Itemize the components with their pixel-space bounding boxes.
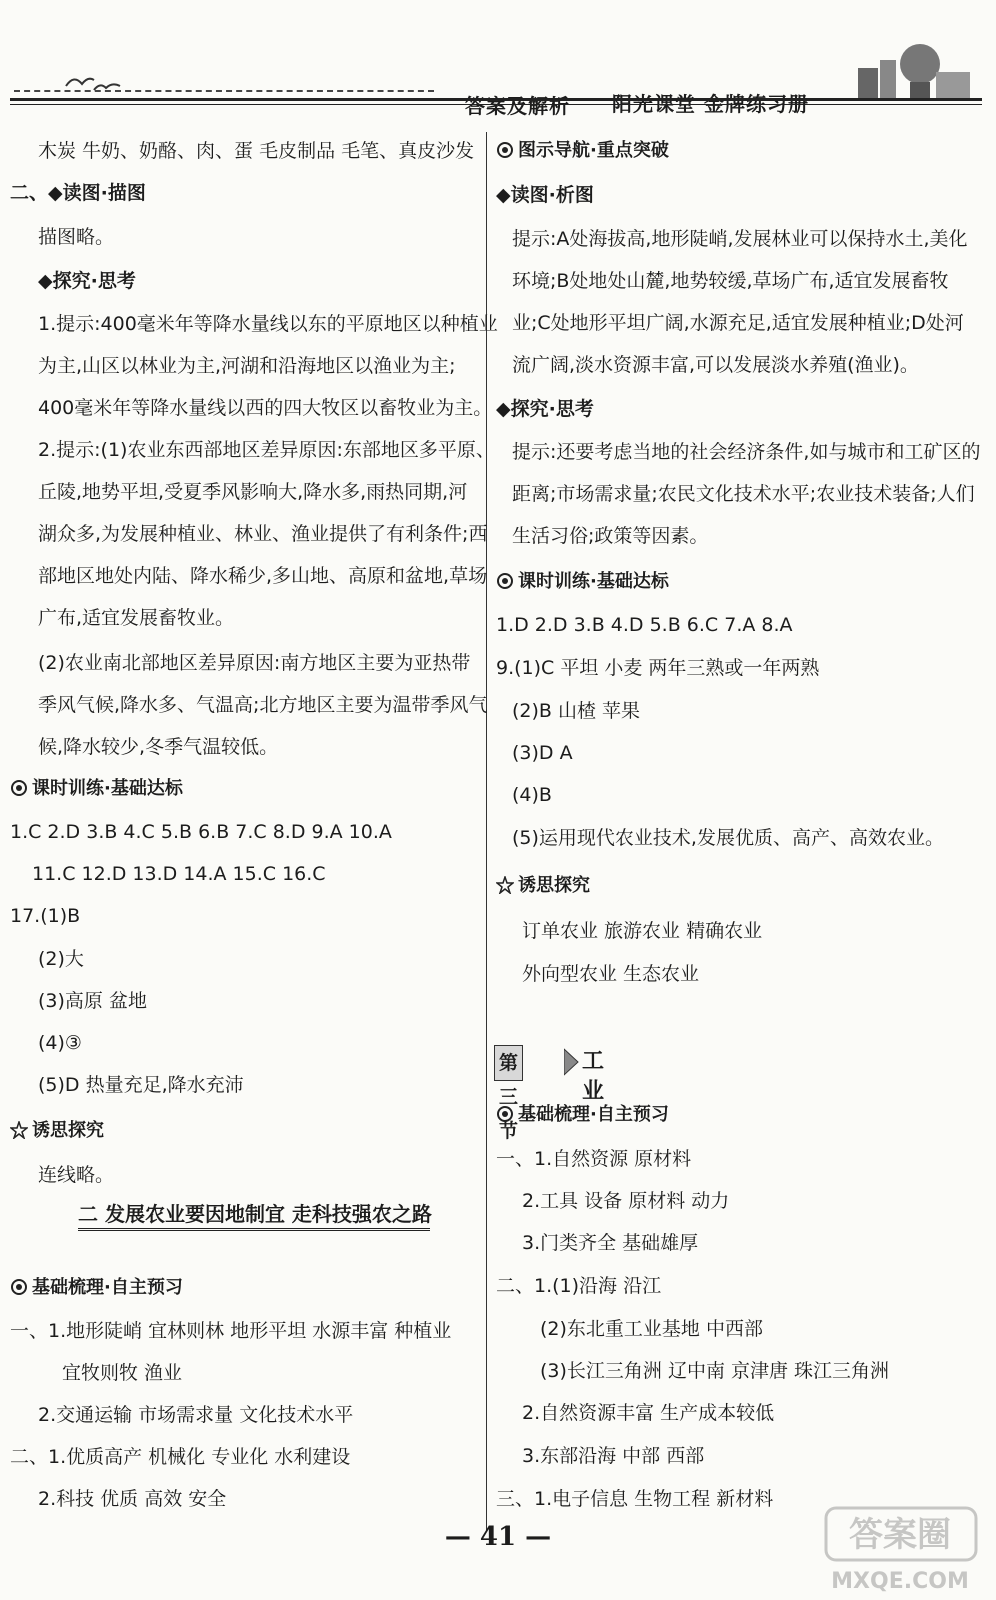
answer-line: (2)B 山楂 苹果 (512, 700, 641, 722)
paragraph-line: 部地区地处内陆、降水稀少,多山地、高原和盆地,草场 (38, 565, 488, 587)
paragraph-line: 为主,山区以林业为主,河湖和沿海地区以渔业为主; (38, 355, 456, 377)
lesson-subtitle: 二 发展农业要因地制宜 走科技强农之路 (78, 1200, 430, 1231)
answer-line: (5)运用现代农业技术,发展优质、高产、高效农业。 (512, 827, 944, 849)
target-icon (10, 1278, 28, 1296)
page-number: — 41 — (444, 1522, 552, 1552)
section-heading-train (10, 776, 183, 802)
answer-line: 2.科技 优质 高效 安全 (38, 1488, 227, 1510)
header-rule-thin (10, 104, 982, 105)
paragraph-line: 2.提示:(1)农业东西部地区差异原因:东部地区多平原、 (38, 439, 495, 461)
section-heading-nav (496, 138, 669, 164)
answer-line: (4)B (512, 784, 552, 806)
answer-line: 连线略。 (38, 1164, 115, 1186)
header-rule (10, 98, 982, 101)
section-number-label: 第三节 (494, 1045, 523, 1081)
answer-line: 订单农业 旅游农业 精确农业 (522, 920, 763, 942)
paragraph-line: 提示:A处海拔高,地形陡峭,发展林业可以保持水土,美化 (512, 228, 968, 250)
section-heading-label: 诱思探究 (518, 875, 590, 896)
birds-icon (64, 68, 124, 98)
section-heading-label: 课时训练·基础达标 (518, 571, 669, 592)
paragraph-line: 候,降水较少,冬季气温较低。 (38, 736, 279, 758)
header-brand: 阳光课堂 金牌练习册 (612, 92, 809, 116)
answer-line: 宜牧则牧 渔业 (62, 1362, 183, 1384)
watermark-logo (820, 1500, 990, 1596)
paragraph-line: (2)农业南北部地区差异原因:南方地区主要为亚热带 (38, 652, 471, 674)
section-heading-train (496, 569, 669, 595)
header-answer-label: 答案及解析 (465, 94, 570, 118)
books-globe-icon (840, 38, 980, 102)
section-heading-explore: ◆探究·思考 (496, 398, 594, 420)
answer-line: 一、1.地形陡峭 宜林则林 地形平坦 水源丰富 种植业 (10, 1320, 452, 1342)
section-heading-basic (10, 1275, 183, 1301)
answer-line: 二、1.优质高产 机械化 专业化 水利建设 (10, 1446, 351, 1468)
answer-line: 11.C 12.D 13.D 14.A 15.C 16.C (32, 863, 326, 885)
paragraph-line: 业;C处地形平坦广阔,水源充足,适宜发展种植业;D处河 (512, 312, 964, 334)
section-heading-draw: 二、◆读图·描图 (10, 182, 146, 204)
answer-line: 外向型农业 生态农业 (522, 963, 700, 985)
paragraph-line: 广布,适宜发展畜牧业。 (38, 607, 235, 629)
answer-line: 1.D 2.D 3.B 4.D 5.B 6.C 7.A 8.A (496, 614, 793, 636)
answer-line: 3.门类齐全 基础雄厚 (522, 1232, 699, 1254)
answer-line: (2)大 (38, 948, 84, 970)
paragraph-line: 季风气候,降水多、气温高;北方地区主要为温带季风气 (38, 694, 488, 716)
section-heading-label: 图示导航·重点突破 (518, 140, 669, 161)
answer-line: (5)D 热量充足,降水充沛 (38, 1074, 244, 1096)
column-divider (486, 132, 487, 1532)
section-heading-label: 课时训练·基础达标 (32, 778, 183, 799)
section-heading-label: 基础梳理·自主预习 (32, 1277, 183, 1298)
answer-line: (2)东北重工业基地 中西部 (540, 1318, 763, 1340)
answer-line: (3)长江三角洲 辽中南 京津唐 珠江三角洲 (540, 1360, 890, 1382)
paragraph-line: 丘陵,地势平坦,受夏季风影响大,降水多,雨热同期,河 (38, 481, 468, 503)
answer-line: 9.(1)C 平坦 小麦 两年三熟或一年两熟 (496, 657, 820, 679)
answer-line: 1.C 2.D 3.B 4.C 5.B 6.B 7.C 8.D 9.A 10.A (10, 821, 392, 843)
answer-line: 17.(1)B (10, 905, 81, 927)
answer-line: 二、1.(1)沿海 沿江 (496, 1275, 662, 1297)
paragraph-line: 1.提示:400毫米年等降水量线以东的平原地区以种植业 (38, 313, 498, 335)
star-icon (10, 1121, 28, 1139)
section-heading-think (496, 873, 590, 899)
paragraph-line: 生活习俗;政策等因素。 (512, 525, 709, 547)
answer-line: (3)D A (512, 742, 573, 764)
paragraph-line: 湖众多,为发展种植业、林业、渔业提供了有利条件;西 (38, 523, 488, 545)
answer-line: 2.交通运输 市场需求量 文化技术水平 (38, 1404, 354, 1426)
answer-line: 三、1.电子信息 生物工程 新材料 (496, 1488, 774, 1510)
answer-line: 木炭 牛奶、奶酪、肉、蛋 毛皮制品 毛笔、真皮沙发 (38, 140, 475, 162)
section-heading-label: 诱思探究 (32, 1120, 104, 1141)
answer-line: (4)③ (38, 1032, 82, 1054)
target-icon (10, 779, 28, 797)
section-title: 工业 (582, 1049, 633, 1104)
paragraph-line: 流广阔,淡水资源丰富,可以发展淡水养殖(渔业)。 (512, 354, 919, 376)
svg-text:答案圈: 答案圈 (849, 1515, 951, 1555)
header-dash-line (14, 90, 434, 92)
target-icon (496, 572, 514, 590)
arrow-right-icon (564, 1045, 580, 1079)
section-heading-think (10, 1118, 104, 1144)
svg-text:MXQE.COM: MXQE.COM (831, 1569, 969, 1594)
answer-line: 2.自然资源丰富 生产成本较低 (522, 1402, 775, 1424)
star-icon (496, 876, 514, 894)
answer-line: 一、1.自然资源 原材料 (496, 1148, 692, 1170)
section-heading-label: 基础梳理·自主预习 (518, 1104, 669, 1125)
section-heading-read: ◆读图·析图 (496, 184, 594, 206)
answer-line: 3.东部沿海 中部 西部 (522, 1445, 705, 1467)
paragraph-line: 距离;市场需求量;农民文化技术水平;农业技术装备;人们 (512, 483, 975, 505)
target-icon (496, 141, 514, 159)
paragraph-line: 提示:还要考虑当地的社会经济条件,如与城市和工矿区的 (512, 441, 981, 463)
paragraph-line: 环境;B处地处山麓,地势较缓,草场广布,适宜发展畜牧 (512, 270, 949, 292)
section-heading-basic (496, 1102, 669, 1128)
answer-line: (3)高原 盆地 (38, 990, 147, 1012)
answer-line: 描图略。 (38, 226, 115, 248)
section-heading-explore: ◆探究·思考 (38, 270, 136, 292)
paragraph-line: 400毫米年等降水量线以西的四大牧区以畜牧业为主。 (38, 397, 493, 419)
target-icon (496, 1105, 514, 1123)
answer-line: 2.工具 设备 原材料 动力 (522, 1190, 730, 1212)
